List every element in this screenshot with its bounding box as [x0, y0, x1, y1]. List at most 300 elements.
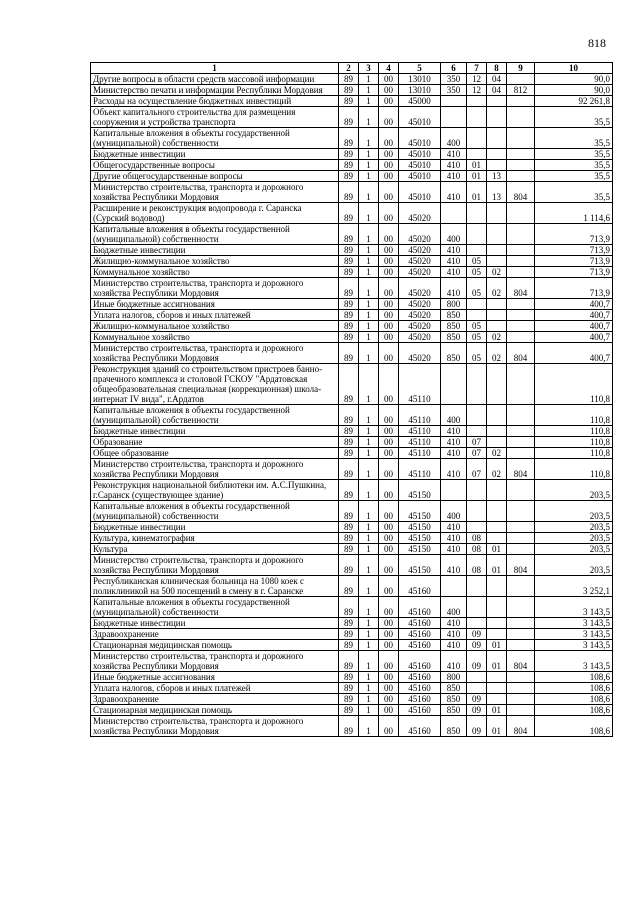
- cell-expense-type: 410: [441, 651, 467, 672]
- cell-expense-type: 350: [441, 85, 467, 96]
- cell-ministry-code: [507, 522, 535, 533]
- cell-col2: 89: [339, 437, 359, 448]
- cell-ministry-code: [507, 310, 535, 321]
- cell-col3: 1: [359, 618, 379, 629]
- cell-col4: 00: [379, 426, 399, 437]
- cell-col2: 89: [339, 74, 359, 85]
- cell-target-code: 45020: [399, 310, 441, 321]
- cell-section: 01: [467, 160, 487, 171]
- cell-subsection: 01: [487, 651, 507, 672]
- table-row: [91, 683, 613, 694]
- cell-amount: 713,9: [535, 256, 613, 267]
- cell-ministry-code: [507, 405, 535, 426]
- cell-ministry-code: [507, 683, 535, 694]
- cell-amount: 203,5: [535, 533, 613, 544]
- cell-subsection: 04: [487, 85, 507, 96]
- cell-ministry-code: [507, 597, 535, 618]
- cell-section: [467, 149, 487, 160]
- cell-amount: 1 114,6: [535, 203, 613, 224]
- cell-subsection: [487, 501, 507, 522]
- cell-subsection: [487, 522, 507, 533]
- cell-col4: 00: [379, 716, 399, 737]
- cell-expense-type: 400: [441, 224, 467, 245]
- cell-amount: 3 143,5: [535, 651, 613, 672]
- cell-amount: 713,9: [535, 245, 613, 256]
- cell-expense-type: 410: [441, 448, 467, 459]
- cell-subsection: 01: [487, 555, 507, 576]
- cell-col3: 1: [359, 448, 379, 459]
- cell-section: [467, 203, 487, 224]
- cell-subsection: [487, 405, 507, 426]
- cell-ministry-code: [507, 544, 535, 555]
- item-name: Здравоохранение: [91, 629, 339, 640]
- cell-subsection: [487, 128, 507, 149]
- cell-section: 01: [467, 182, 487, 203]
- cell-ministry-code: 804: [507, 716, 535, 737]
- cell-target-code: 45010: [399, 128, 441, 149]
- cell-section: [467, 522, 487, 533]
- item-name: Министерство строительства, транспорта и дорожного хозяйства Республики Мордовия: [91, 182, 339, 203]
- item-name: Стационарная медицинская помощь: [91, 705, 339, 716]
- cell-target-code: 45010: [399, 149, 441, 160]
- cell-col4: 00: [379, 651, 399, 672]
- cell-col2: 89: [339, 332, 359, 343]
- cell-col3: 1: [359, 576, 379, 597]
- cell-section: [467, 96, 487, 107]
- cell-subsection: 02: [487, 343, 507, 364]
- table-row: [91, 74, 613, 85]
- cell-section: 12: [467, 74, 487, 85]
- cell-col3: 1: [359, 555, 379, 576]
- cell-section: 05: [467, 256, 487, 267]
- cell-ministry-code: [507, 321, 535, 332]
- cell-col2: 89: [339, 522, 359, 533]
- cell-amount: 108,6: [535, 694, 613, 705]
- cell-expense-type: 850: [441, 683, 467, 694]
- cell-expense-type: 410: [441, 533, 467, 544]
- table-row: [91, 705, 613, 716]
- cell-target-code: 45150: [399, 522, 441, 533]
- cell-col4: 00: [379, 171, 399, 182]
- cell-expense-type: 410: [441, 160, 467, 171]
- cell-col3: 1: [359, 182, 379, 203]
- table-row: [91, 160, 613, 171]
- cell-col2: 89: [339, 182, 359, 203]
- cell-expense-type: [441, 107, 467, 128]
- cell-section: 09: [467, 651, 487, 672]
- cell-col2: 89: [339, 651, 359, 672]
- cell-ministry-code: 804: [507, 459, 535, 480]
- cell-col3: 1: [359, 501, 379, 522]
- cell-expense-type: 800: [441, 672, 467, 683]
- cell-col4: 00: [379, 343, 399, 364]
- cell-amount: 3 143,5: [535, 597, 613, 618]
- cell-col3: 1: [359, 267, 379, 278]
- cell-section: [467, 299, 487, 310]
- cell-expense-type: 410: [441, 459, 467, 480]
- cell-col2: 89: [339, 426, 359, 437]
- cell-col2: 89: [339, 321, 359, 332]
- cell-expense-type: 400: [441, 501, 467, 522]
- table-row: [91, 501, 613, 522]
- item-name: Бюджетные инвестиции: [91, 149, 339, 160]
- cell-amount: 110,8: [535, 459, 613, 480]
- cell-col4: 00: [379, 224, 399, 245]
- cell-target-code: 45110: [399, 459, 441, 480]
- cell-expense-type: 410: [441, 267, 467, 278]
- cell-col4: 00: [379, 364, 399, 405]
- cell-ministry-code: [507, 426, 535, 437]
- cell-ministry-code: [507, 256, 535, 267]
- item-name: Общегосударственные вопросы: [91, 160, 339, 171]
- cell-ministry-code: [507, 299, 535, 310]
- cell-section: [467, 576, 487, 597]
- cell-subsection: [487, 203, 507, 224]
- cell-expense-type: 410: [441, 171, 467, 182]
- cell-target-code: 45000: [399, 96, 441, 107]
- item-name: Коммунальное хозяйство: [91, 267, 339, 278]
- item-name: Бюджетные инвестиции: [91, 426, 339, 437]
- cell-expense-type: 850: [441, 310, 467, 321]
- cell-section: [467, 364, 487, 405]
- cell-col2: 89: [339, 459, 359, 480]
- cell-section: [467, 128, 487, 149]
- cell-ministry-code: [507, 640, 535, 651]
- cell-col2: 89: [339, 128, 359, 149]
- cell-col3: 1: [359, 224, 379, 245]
- cell-target-code: 45010: [399, 182, 441, 203]
- cell-amount: 203,5: [535, 480, 613, 501]
- table-row: [91, 267, 613, 278]
- cell-section: [467, 405, 487, 426]
- cell-col3: 1: [359, 85, 379, 96]
- cell-expense-type: 850: [441, 343, 467, 364]
- cell-col2: 89: [339, 405, 359, 426]
- cell-col2: 89: [339, 672, 359, 683]
- table-row: [91, 343, 613, 364]
- cell-col4: 00: [379, 85, 399, 96]
- cell-col3: 1: [359, 310, 379, 321]
- cell-col4: 00: [379, 256, 399, 267]
- cell-expense-type: 400: [441, 597, 467, 618]
- cell-target-code: 45150: [399, 501, 441, 522]
- cell-amount: 400,7: [535, 299, 613, 310]
- cell-expense-type: [441, 480, 467, 501]
- cell-expense-type: 410: [441, 629, 467, 640]
- cell-amount: 110,8: [535, 448, 613, 459]
- cell-col3: 1: [359, 278, 379, 299]
- cell-section: 08: [467, 555, 487, 576]
- cell-subsection: [487, 256, 507, 267]
- item-name: Министерство строительства, транспорта и дорожного хозяйства Республики Мордовия: [91, 459, 339, 480]
- item-name: Образование: [91, 437, 339, 448]
- cell-target-code: 45160: [399, 618, 441, 629]
- cell-target-code: 13010: [399, 85, 441, 96]
- cell-target-code: 45150: [399, 544, 441, 555]
- cell-section: 08: [467, 533, 487, 544]
- cell-subsection: 01: [487, 544, 507, 555]
- item-name: Стационарная медицинская помощь: [91, 640, 339, 651]
- cell-col4: 00: [379, 576, 399, 597]
- cell-ministry-code: [507, 74, 535, 85]
- cell-ministry-code: [507, 149, 535, 160]
- cell-col2: 89: [339, 171, 359, 182]
- item-name: Коммунальное хозяйство: [91, 332, 339, 343]
- cell-col2: 89: [339, 278, 359, 299]
- cell-section: [467, 480, 487, 501]
- item-name: Бюджетные инвестиции: [91, 245, 339, 256]
- item-name: Иные бюджетные ассигнования: [91, 299, 339, 310]
- cell-col2: 89: [339, 544, 359, 555]
- item-name: Иные бюджетные ассигнования: [91, 672, 339, 683]
- cell-expense-type: 410: [441, 149, 467, 160]
- cell-amount: 203,5: [535, 501, 613, 522]
- table-row: [91, 128, 613, 149]
- cell-amount: 35,5: [535, 149, 613, 160]
- cell-expense-type: 850: [441, 716, 467, 737]
- column-header: 6: [441, 63, 467, 74]
- cell-col2: 89: [339, 267, 359, 278]
- cell-col4: 00: [379, 480, 399, 501]
- table-row: [91, 480, 613, 501]
- cell-subsection: 01: [487, 705, 507, 716]
- cell-target-code: 45010: [399, 171, 441, 182]
- cell-target-code: 45160: [399, 576, 441, 597]
- cell-col4: 00: [379, 149, 399, 160]
- table-row: [91, 629, 613, 640]
- cell-col2: 89: [339, 149, 359, 160]
- cell-col3: 1: [359, 74, 379, 85]
- item-name: Другие вопросы в области средств массовой информации: [91, 74, 339, 85]
- item-name: Общее образование: [91, 448, 339, 459]
- cell-subsection: 01: [487, 716, 507, 737]
- cell-subsection: [487, 107, 507, 128]
- cell-ministry-code: 804: [507, 555, 535, 576]
- table-row: [91, 544, 613, 555]
- cell-amount: 110,8: [535, 405, 613, 426]
- item-name: Бюджетные инвестиции: [91, 522, 339, 533]
- table-header-row: [91, 63, 613, 74]
- item-name: Капитальные вложения в объекты государственной (муниципальной) собственности: [91, 501, 339, 522]
- table-row: [91, 555, 613, 576]
- cell-amount: 110,8: [535, 437, 613, 448]
- cell-col3: 1: [359, 694, 379, 705]
- cell-ministry-code: [507, 96, 535, 107]
- cell-section: 09: [467, 640, 487, 651]
- cell-subsection: 04: [487, 74, 507, 85]
- budget-table: [90, 62, 613, 737]
- table-row: [91, 533, 613, 544]
- cell-col2: 89: [339, 501, 359, 522]
- cell-section: [467, 310, 487, 321]
- cell-amount: 203,5: [535, 544, 613, 555]
- cell-expense-type: [441, 203, 467, 224]
- cell-col4: 00: [379, 522, 399, 533]
- cell-amount: 3 143,5: [535, 618, 613, 629]
- cell-target-code: 45020: [399, 299, 441, 310]
- cell-target-code: 45020: [399, 224, 441, 245]
- cell-col2: 89: [339, 705, 359, 716]
- cell-subsection: [487, 96, 507, 107]
- cell-expense-type: 410: [441, 182, 467, 203]
- cell-amount: 203,5: [535, 522, 613, 533]
- cell-ministry-code: [507, 437, 535, 448]
- cell-amount: 110,8: [535, 426, 613, 437]
- cell-section: [467, 107, 487, 128]
- cell-col4: 00: [379, 705, 399, 716]
- cell-subsection: [487, 576, 507, 597]
- cell-ministry-code: [507, 203, 535, 224]
- table-row: [91, 149, 613, 160]
- cell-col4: 00: [379, 459, 399, 480]
- cell-ministry-code: [507, 364, 535, 405]
- cell-ministry-code: 804: [507, 651, 535, 672]
- cell-col4: 00: [379, 267, 399, 278]
- cell-section: 01: [467, 171, 487, 182]
- cell-col3: 1: [359, 332, 379, 343]
- table-row: [91, 459, 613, 480]
- cell-target-code: 45160: [399, 640, 441, 651]
- item-name: Капитальные вложения в объекты государственной (муниципальной) собственности: [91, 405, 339, 426]
- cell-col2: 89: [339, 224, 359, 245]
- item-name: Здравоохранение: [91, 694, 339, 705]
- cell-section: [467, 224, 487, 245]
- cell-amount: 90,0: [535, 85, 613, 96]
- item-name: Реконструкция национальной библиотеки им. А.С.Пушкина, г.Саранск (существующее здание): [91, 480, 339, 501]
- cell-ministry-code: [507, 448, 535, 459]
- cell-subsection: [487, 629, 507, 640]
- cell-target-code: 45020: [399, 343, 441, 364]
- cell-col4: 00: [379, 74, 399, 85]
- cell-expense-type: [441, 364, 467, 405]
- cell-col4: 00: [379, 597, 399, 618]
- cell-subsection: [487, 683, 507, 694]
- cell-expense-type: 850: [441, 321, 467, 332]
- item-name: Министерство печати и информации Республики Мордовия: [91, 85, 339, 96]
- cell-target-code: 45020: [399, 332, 441, 343]
- column-header: 8: [487, 63, 507, 74]
- cell-amount: 203,5: [535, 555, 613, 576]
- item-name: Капитальные вложения в объекты государственной (муниципальной) собственности: [91, 224, 339, 245]
- cell-section: [467, 597, 487, 618]
- cell-col2: 89: [339, 364, 359, 405]
- cell-amount: 110,8: [535, 364, 613, 405]
- table-row: [91, 597, 613, 618]
- cell-col3: 1: [359, 256, 379, 267]
- cell-subsection: [487, 299, 507, 310]
- cell-ministry-code: [507, 332, 535, 343]
- cell-col2: 89: [339, 96, 359, 107]
- cell-section: [467, 618, 487, 629]
- table-row: [91, 278, 613, 299]
- table-row: [91, 448, 613, 459]
- cell-amount: 35,5: [535, 107, 613, 128]
- item-name: Министерство строительства, транспорта и дорожного хозяйства Республики Мордовия: [91, 343, 339, 364]
- cell-target-code: 45110: [399, 426, 441, 437]
- cell-col4: 00: [379, 544, 399, 555]
- cell-amount: 3 143,5: [535, 629, 613, 640]
- item-name: Министерство строительства, транспорта и дорожного хозяйства Республики Мордовия: [91, 716, 339, 737]
- cell-ministry-code: [507, 533, 535, 544]
- cell-col4: 00: [379, 533, 399, 544]
- cell-col3: 1: [359, 522, 379, 533]
- column-header: 2: [339, 63, 359, 74]
- cell-expense-type: 410: [441, 437, 467, 448]
- cell-section: 12: [467, 85, 487, 96]
- page-number: 818: [588, 36, 606, 50]
- table-row: [91, 618, 613, 629]
- cell-col3: 1: [359, 544, 379, 555]
- cell-target-code: 45150: [399, 555, 441, 576]
- table-row: [91, 245, 613, 256]
- table-row: [91, 107, 613, 128]
- cell-amount: 400,7: [535, 343, 613, 364]
- cell-col3: 1: [359, 96, 379, 107]
- cell-subsection: 02: [487, 267, 507, 278]
- cell-col2: 89: [339, 310, 359, 321]
- cell-col2: 89: [339, 160, 359, 171]
- item-name: Министерство строительства, транспорта и дорожного хозяйства Республики Мордовия: [91, 278, 339, 299]
- cell-col3: 1: [359, 716, 379, 737]
- item-name: Реконструкция зданий со строительством пристроев банно-прачечного комплекса и столовой ГСКОУ "Ардатовская общеобразовательная специальная (коррекционная) школа-интернат IV вида", г.Ардатов: [91, 364, 339, 405]
- cell-ministry-code: [507, 171, 535, 182]
- cell-subsection: [487, 149, 507, 160]
- cell-expense-type: 850: [441, 332, 467, 343]
- cell-col4: 00: [379, 299, 399, 310]
- cell-expense-type: 410: [441, 640, 467, 651]
- cell-col3: 1: [359, 640, 379, 651]
- cell-col3: 1: [359, 364, 379, 405]
- cell-target-code: 45020: [399, 203, 441, 224]
- cell-amount: 108,6: [535, 672, 613, 683]
- cell-col2: 89: [339, 256, 359, 267]
- cell-subsection: [487, 321, 507, 332]
- cell-section: [467, 672, 487, 683]
- item-name: Капитальные вложения в объекты государственной (муниципальной) собственности: [91, 128, 339, 149]
- cell-col4: 00: [379, 618, 399, 629]
- cell-expense-type: 410: [441, 522, 467, 533]
- cell-ministry-code: [507, 501, 535, 522]
- cell-col3: 1: [359, 629, 379, 640]
- cell-col2: 89: [339, 576, 359, 597]
- table-row: [91, 640, 613, 651]
- cell-expense-type: 410: [441, 256, 467, 267]
- cell-section: [467, 683, 487, 694]
- table-row: [91, 364, 613, 405]
- table-row: [91, 576, 613, 597]
- item-name: Уплата налогов, сборов и иных платежей: [91, 683, 339, 694]
- cell-target-code: 45020: [399, 245, 441, 256]
- item-name: Жилищно-коммунальное хозяйство: [91, 256, 339, 267]
- cell-col4: 00: [379, 107, 399, 128]
- cell-col2: 89: [339, 683, 359, 694]
- cell-target-code: 45010: [399, 107, 441, 128]
- table-row: [91, 96, 613, 107]
- cell-amount: 713,9: [535, 267, 613, 278]
- cell-expense-type: 410: [441, 544, 467, 555]
- cell-target-code: 45010: [399, 160, 441, 171]
- cell-amount: 35,5: [535, 160, 613, 171]
- item-name: Расходы на осуществление бюджетных инвестиций: [91, 96, 339, 107]
- cell-amount: 713,9: [535, 278, 613, 299]
- cell-col4: 00: [379, 672, 399, 683]
- cell-subsection: [487, 245, 507, 256]
- table-row: [91, 672, 613, 683]
- cell-subsection: [487, 437, 507, 448]
- cell-col3: 1: [359, 149, 379, 160]
- cell-target-code: 45020: [399, 278, 441, 299]
- cell-section: [467, 245, 487, 256]
